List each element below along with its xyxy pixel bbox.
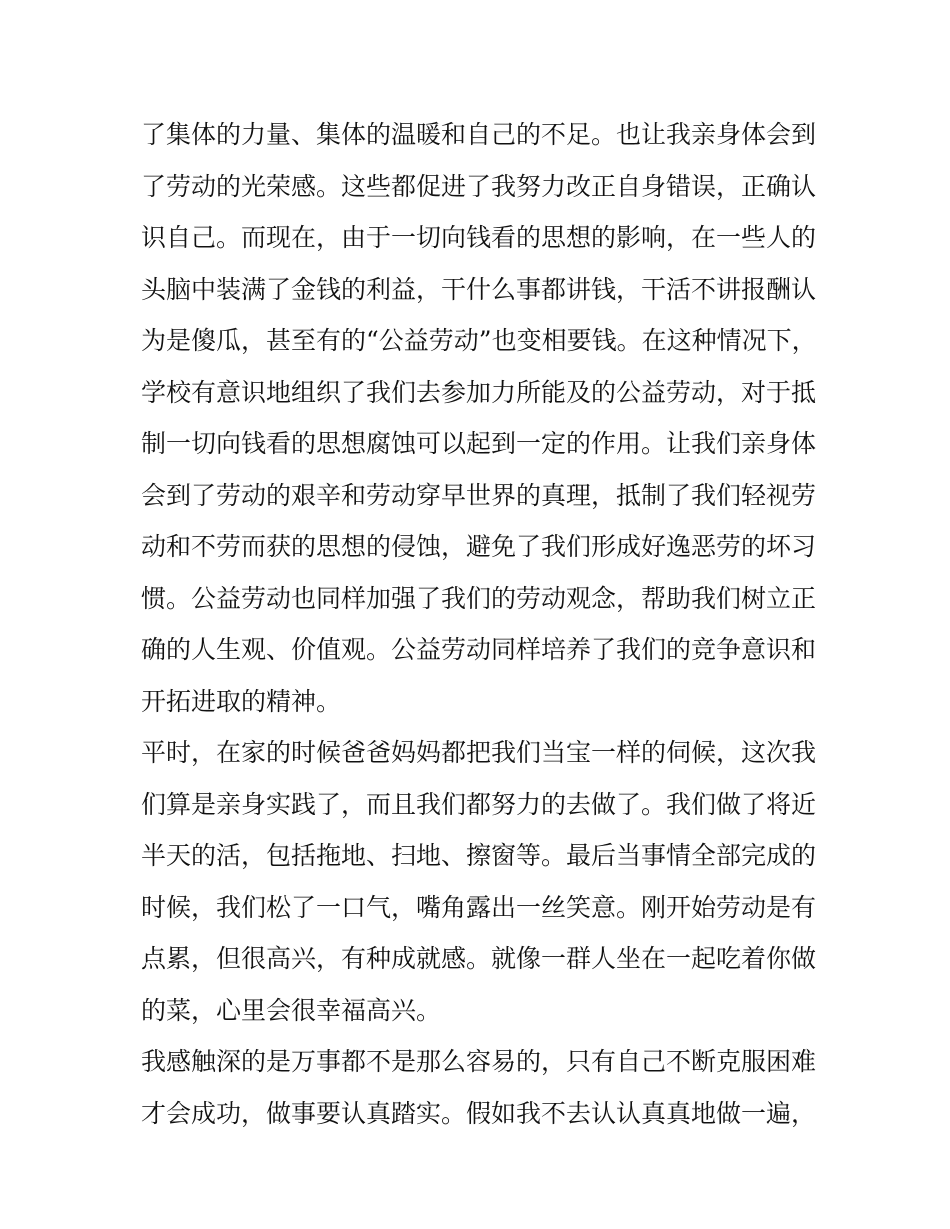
- text-line: 头脑中装满了金钱的利益，干什么事都讲钱，干活不讲报酬认: [141, 274, 817, 304]
- text-line: 们算是亲身实践了，而且我们都努力的去做了。我们做了将近: [141, 789, 817, 819]
- document-body: [141, 109, 816, 1139]
- text-line: 时候，我们松了一口气，嘴角露出一丝笑意。刚开始劳动是有: [141, 892, 817, 922]
- text-line: 开拓进取的精神。: [141, 686, 342, 716]
- text-line: 我感触深的是万事都不是那么容易的，只有自己不断克服困难: [141, 1047, 817, 1076]
- text-line: 才会成功，做事要认真踏实。假如我不去认认真真地做一遍，: [141, 1098, 817, 1128]
- paragraph-2: [141, 727, 816, 1036]
- text-line: 为是傻瓜，甚至有的“公益劳动”也变相要钱。在这种情况下，: [141, 326, 817, 355]
- text-line: 惯。公益劳动也同样加强了我们的劳动观念，帮助我们树立正: [141, 583, 817, 613]
- text-line: 半天的活，包括拖地、扫地、擦窗等。最后当事情全部完成的: [141, 841, 817, 870]
- text-line: 确的人生观、价值观。公益劳动同样培养了我们的竞争意识和: [141, 635, 817, 664]
- text-line: 点累，但很高兴，有种成就感。就像一群人坐在一起吃着你做: [141, 944, 817, 973]
- text-line: 会到了劳动的艰辛和劳动穿早世界的真理，抵制了我们轻视劳: [141, 480, 817, 510]
- text-line: 学校有意识地组织了我们去参加力所能及的公益劳动，对于抵: [141, 377, 817, 407]
- text-line: 平时，在家的时候爸爸妈妈都把我们当宝一样的伺候，这次我: [141, 738, 817, 767]
- text-line: 动和不劳而获的思想的侵蚀，避免了我们形成好逸恶劳的坏习: [141, 532, 817, 561]
- text-line: 制一切向钱看的思想腐蚀可以起到一定的作用。让我们亲身体: [141, 429, 817, 458]
- paragraph-1: [141, 109, 816, 727]
- paragraph-3: [141, 1036, 816, 1139]
- text-line: 了集体的力量、集体的温暖和自己的不足。也让我亲身体会到: [141, 120, 817, 149]
- text-line: 的菜，心里会很幸福高兴。: [141, 995, 442, 1025]
- text-line: 了劳动的光荣感。这些都促进了我努力改正自身错误，正确认: [141, 171, 817, 201]
- text-line: 识自己。而现在，由于一切向钱看的思想的影响，在一些人的: [141, 223, 817, 252]
